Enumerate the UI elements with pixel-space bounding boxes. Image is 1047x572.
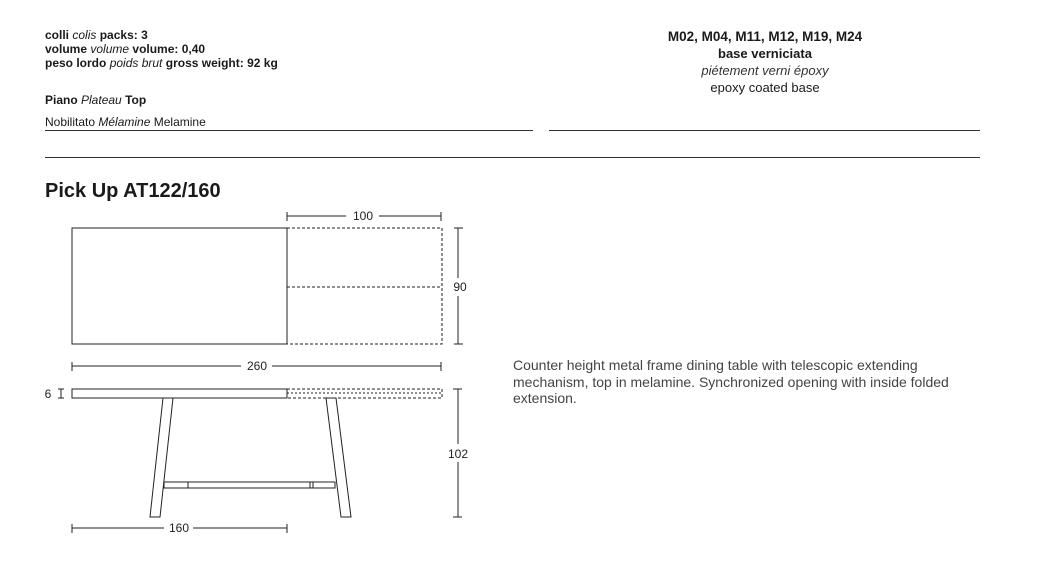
weight-label-en: gross weight: — [165, 56, 244, 70]
base-label-en: epoxy coated base — [710, 80, 820, 95]
material-en: Melamine — [153, 115, 206, 129]
base-label-fr: piétement verni époxy — [701, 63, 829, 78]
product-title: Pick Up AT122/160 — [45, 180, 221, 202]
left-leg — [150, 398, 173, 517]
volume-label-fr: volume — [90, 42, 130, 56]
material-it: Nobilitato — [45, 115, 96, 129]
base-label-it: base verniciata — [718, 46, 812, 61]
packs-label-en: packs: — [99, 28, 138, 42]
right-leg — [326, 398, 351, 517]
elev-tabletop — [72, 389, 287, 398]
product-description: Counter height metal frame dining table with telescopic extending mechanism, top in melamine. Synchronized opening with inside folded extension. — [513, 357, 949, 406]
volume-label-en: volume: — [132, 42, 179, 56]
plan-closed-top — [72, 228, 287, 344]
packs-label-fr: colis — [72, 28, 97, 42]
dim-height: 102 — [447, 447, 469, 461]
material-fr: Mélamine — [98, 115, 151, 129]
dim-depth: 90 — [453, 280, 467, 294]
dim-extension-width: 100 — [352, 209, 374, 223]
packs-value: 3 — [141, 28, 148, 42]
stretcher-bar — [164, 482, 335, 488]
weight-label-fr: poids brut — [109, 56, 163, 70]
volume-label-it: volume — [45, 42, 88, 56]
weight-value: 92 kg — [247, 56, 278, 70]
weight-label-it: peso lordo — [45, 56, 107, 70]
volume-value: 0,40 — [181, 42, 206, 56]
finish-codes: M02, M04, M11, M12, M19, M24 — [667, 29, 863, 44]
dim-total-length: 260 — [246, 359, 268, 373]
dim-top-thickness: 6 — [44, 387, 52, 401]
packs-label-it: colli — [45, 28, 70, 42]
top-label-it: Piano — [45, 93, 78, 107]
dim-closed-length: 160 — [168, 521, 190, 535]
top-label-en: Top — [125, 93, 147, 107]
top-label-fr: Plateau — [81, 93, 122, 107]
plan-extension-outline — [287, 228, 442, 344]
